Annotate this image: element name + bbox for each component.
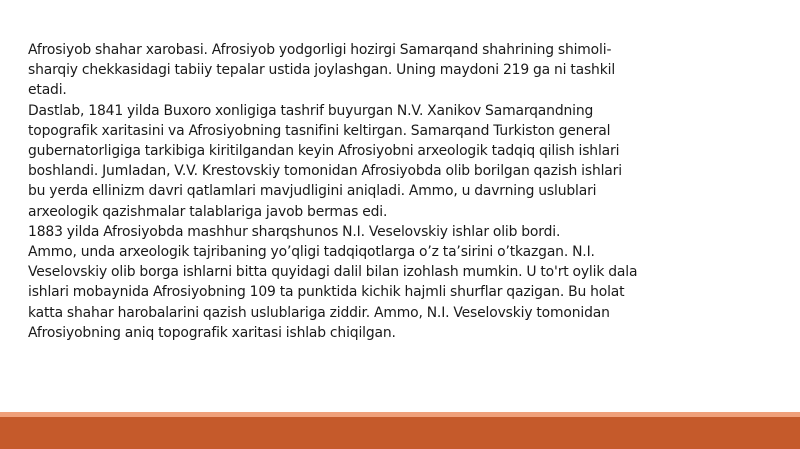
- paragraph-veselovskiy: Ammo, unda arxeologik tajribaning yo’qligi tadqiqotlarga o’z ta’sirini o’tkazgan. N.I. Veselovskiy olib borga ishlarni bitta quyidagi dalil bilan izohlash mumkin. U to'rt oylik dala ishlari mobaynida Afrosiyobning 109 ta punktida kichik hajmli shurflar qazigan. Bu holat katta shahar harobalarini qazish uslublariga ziddir. Ammo, N.I. Veselovskiy tomonidan Afrosiyobning aniq topografik xaritasi ishlab chiqilgan.: [28, 244, 638, 341]
- paragraph-1883: 1883 yilda Afrosiyobda mashhur sharqshunos N.I. Veselovskiy ishlar olib bordi.: [28, 223, 561, 240]
- paragraph-intro: Afrosiyob shahar xarobasi. Afrosiyob yodgorligi hozirgi Samarqand shahrining shimoli-sharqiy chekkasidagi tabiiy tepalar ustida joylashgan. Uning maydoni 219 ga ni tashkil etadi.: [28, 42, 616, 99]
- slide-text-body: [28, 40, 638, 343]
- footer-bar: [0, 417, 800, 449]
- paragraph-history: Dastlab, 1841 yilda Buxoro xonligiga tashrif buyurgan N.V. Xanikov Samarqandning topografik xaritasini va Afrosiyobning tasnifini keltirgan. Samarqand Turkiston general gubernatorligiga tarkibiga kiritilgandan keyin Afrosiyobni arxeologik tadqiq qilish ishlari boshlandi. JumIadan, V.V. Krestovskiy tomonidan Afrosiyobda olib borilgan qazish ishlari bu yerda ellinizm davri qatlamlari mavjudligini aniqladi. Ammo, u davrning uslublari arxeologik qazishmalar talablariga javob bermas edi.: [28, 102, 622, 220]
